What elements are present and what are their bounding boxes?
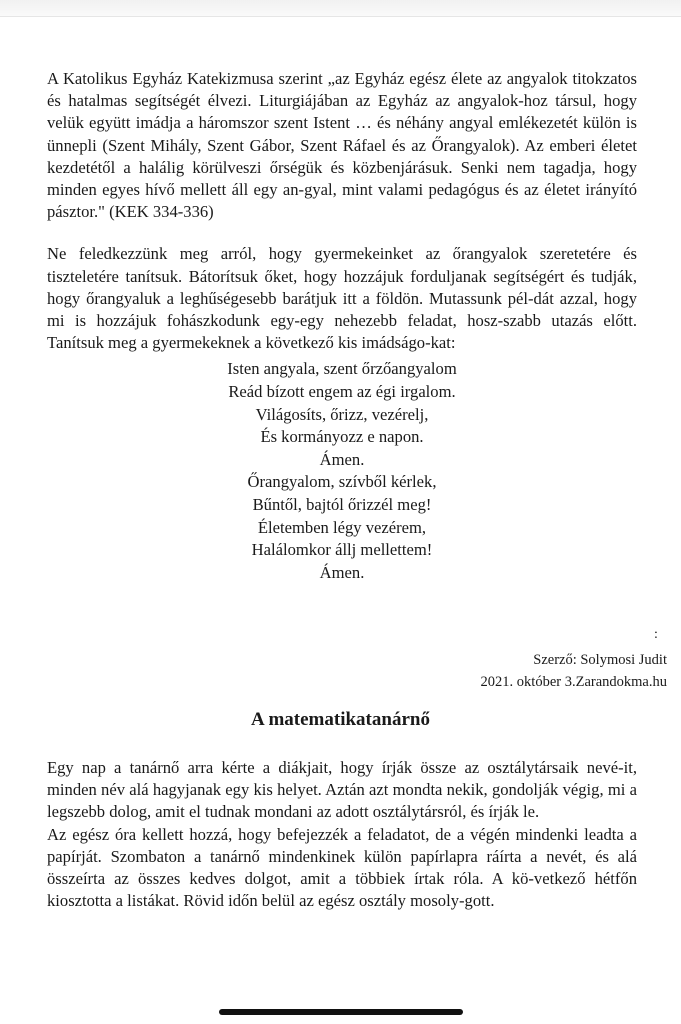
paragraph-story-part-2: Az egész óra kellett hozzá, hogy befejezzék a feladatot, de a végén mindenki leadta a papírját. Szombaton a tanárnő mindenkinek külön papírlapra ráírta a nevét, és alá összeírta az összes kedves dolgot, amit a többiek írtak róla. A kö-vetkező hétfőn kiosztotta a listákat. Rövid időn belül az egész osztály mosoly-gott. xyxy=(47,824,637,911)
date-source-credit: 2021. október 3.Zarandokma.hu xyxy=(480,674,667,690)
poem-line: Bűntől, bajtól őrizzél meg! xyxy=(252,495,432,514)
paragraph-catechism-quote: A Katolikus Egyház Katekizmusa szerint „az Egyház egész élete az angyalok titokzatos és hatalmas segítségét élvezi. Liturgiájában az Egyház az angyalok-hoz társul, hogy velük együtt imádja a háromszor szent Istent … és néhány angyal emlékezetét külön is ünnepli (Szent Mihály, Szent Gábor, Szent Ráfael és az Őrangyalok). Az emberi életet kezdetétől a halálig körülveszi őrségük és közbenjárásuk. Senki nem tagadja, hogy minden egyes hívő mellett áll egy an-gyal, mint valami pedagógus és az életet irányító pásztor." (KEK 334-336) xyxy=(47,69,637,222)
poem-line: Ámen. xyxy=(319,562,365,582)
poem-line: Reád bízott engem az égi irgalom. xyxy=(228,382,456,402)
colon-mark: : xyxy=(654,627,658,642)
paragraph-teaching-children: Ne feledkezzünk meg arról, hogy gyermekeinket az őrangyalok szeretetére és tiszteletére tanítsuk. Bátorítsuk őket, hogy hozzájuk forduljanak segítségért és tudják, hogy őrangyaluk a leghűségesebb barátjuk itt a földön. Mutassunk pél-dát azzal, hogy mi is hozzájuk fohászkodunk egy-egy nehezebb feladat, hosz-szabb utazás előtt. Tanítsuk meg a gyermekeknek a következő kis imádságo-kat: xyxy=(47,244,637,353)
home-indicator[interactable] xyxy=(219,1009,463,1015)
poem-line: Isten angyala, szent őrzőangyalom xyxy=(227,359,457,379)
article-section-math-teacher xyxy=(47,757,637,912)
poem-line: Életemben légy vezérem, xyxy=(257,517,427,537)
poem-line: Világosíts, őrizz, vezérelj, xyxy=(255,404,429,424)
poem-line: És kormányozz e napon. xyxy=(260,427,424,447)
poem-line: Ámen. xyxy=(319,449,365,469)
poem-line: Őrangyalom, szívből kérlek, xyxy=(247,472,437,492)
top-status-strip xyxy=(0,0,681,17)
article-section-guardian-angels xyxy=(47,68,637,584)
paragraph-story-part-1: Egy nap a tanárnő arra kérte a diákjait, hogy írják össze az osztálytársaik nevé-it, minden név alá hagyjanak egy kis helyet. Aztán azt mondta nekik, gondolják végig, mi a legszebb dolog, amit el tudnak mondani az adott osztálytársról, és írják le. xyxy=(47,758,637,822)
author-credit: Szerző: Solymosi Judit xyxy=(533,652,667,668)
section-title: A matematikatanárnő xyxy=(251,709,430,730)
prayer-poem xyxy=(47,358,637,584)
poem-line: Halálomkor állj mellettem! xyxy=(251,540,433,560)
